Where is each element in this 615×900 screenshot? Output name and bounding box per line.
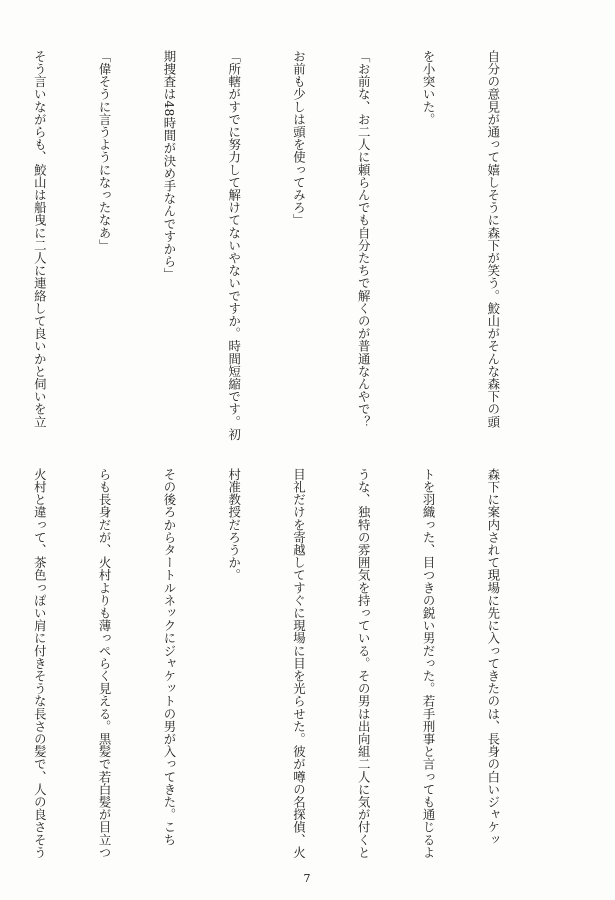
text-line: 自分の意見が通って嬉しそうに森下が笑う。鮫山がそんな森下の頭 [485,50,501,428]
text-block-bottom [32,468,547,868]
text-line: 期捜査は48時間が決め手なんですから」 [161,50,177,281]
text-line: トを羽織った、目つきの鋭い男だった。若手刑事と言っても通じるよ [421,468,437,859]
text-line: 「所轄がすでに努力して解けてないやないですか。時間短縮です。初 [226,50,242,441]
text-line: 村准教授だろうか。 [226,468,242,582]
text-line: 「偉そうに言うようになったなあ」 [97,50,113,252]
text-block-top [32,50,547,441]
text-line: そう言いながらも、鮫山は船曳に二人に連絡して良いかと伺いを立 [32,50,48,428]
text-line: お前も少しは頭を使ってみろ」 [291,50,307,227]
text-line: その後ろからタートルネックにジャケットの男が入ってきた。こち [161,468,177,846]
text-line: を小突いた。 [421,50,437,126]
text-line: 目礼だけを寄越してすぐに現場に目を光らせた。彼が噂の名探偵、火 [291,468,307,859]
page-number: 7 [303,872,312,885]
text-line: らも長身だが、火村よりも薄っぺらく見える。黒髪で若白髪が目立つ [97,468,113,859]
text-line: 火村と違って、茶色っぽい肩に付きそうな長さの髪で、人の良さそう [32,468,48,859]
text-line: 「お前な、お二人に頼らんでも自分たちで解くのが普通なんやで？ [356,50,372,428]
text-line: 森下に案内されて現場に先に入ってきたのは、長身の白いジャケッ [485,468,501,846]
text-line: うな、独特の雰囲気を持っている。その男は出向組二人に気が付くと [356,468,372,859]
